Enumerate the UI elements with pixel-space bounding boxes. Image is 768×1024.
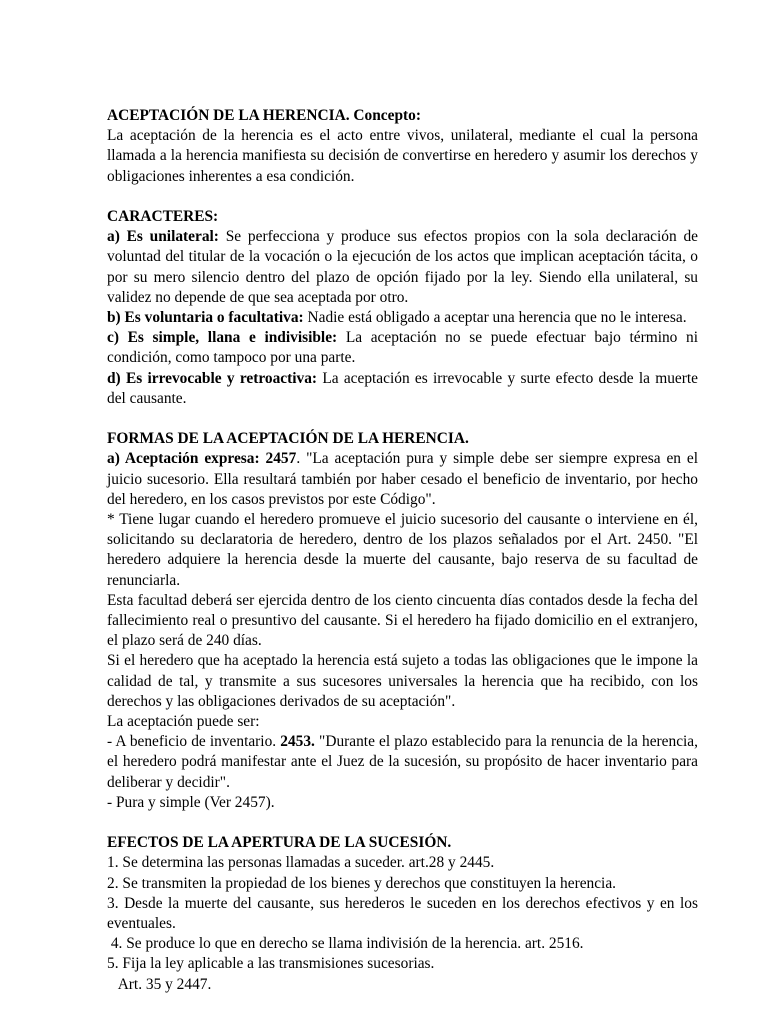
- list-item: 1. Se determina las personas llamadas a suceder. art.28 y 2445.: [107, 854, 495, 872]
- paragraph-text: Esta facultad deberá ser ejercida dentro de los ciento cincuenta días contados desde la fecha del fallecimiento real o presuntivo del causante. Si el heredero ha fijado domicilio en el extranjero, el plazo será de 240 días.: [107, 591, 698, 650]
- section-heading: EFECTOS DE LA APERTURA DE LA SUCESIÓN.: [107, 834, 452, 852]
- section-efectos: [107, 833, 698, 995]
- paragraph-text: La aceptación puede ser:: [107, 713, 260, 731]
- section-formas: [107, 429, 698, 813]
- list-item: 4. Se produce lo que en derecho se llama indivisión de la herencia. art. 2516.: [107, 935, 584, 953]
- list-item: 5. Fija la ley aplicable a las transmisiones sucesorias.: [107, 955, 435, 973]
- document-body: [107, 106, 698, 995]
- item-label: d) Es irrevocable y retroactiva:: [107, 369, 318, 387]
- paragraph-text: * Tiene lugar cuando el heredero promueve el juicio sucesorio del causante o interviene en él, solicitando su declaratoria de heredero, dentro de los plazos señalados por el Art. 2450. "El heredero adquiere la herencia desde la muerte del causante, bajo reserva de su facultad de renunciarla.: [107, 511, 698, 589]
- item-text: La aceptación es irrevocable y surte efecto desde la muerte del causante.: [107, 369, 698, 407]
- list-item: 2. Se transmiten la propiedad de los bienes y derechos que constituyen la herencia.: [107, 874, 617, 892]
- item-label: a) Aceptación expresa: 2457: [107, 450, 297, 468]
- section-heading: CARACTERES:: [107, 208, 219, 225]
- item-label: c) Es simple, llana e indivisible:: [107, 329, 338, 347]
- item-label: b) Es voluntaria o facultativa:: [107, 309, 304, 327]
- article-number: 2453.: [280, 733, 315, 751]
- paragraph-text: - A beneficio de inventario.: [107, 733, 281, 751]
- paragraph-text: "Durante el plazo establecido para la renuncia de la herencia, el heredero podrá manifestar ante el Juez de la sucesión, su propósito de hacer inventario para deliberar y decidir".: [107, 733, 698, 791]
- paragraph-text: - Pura y simple (Ver 2457).: [107, 793, 275, 811]
- item-text: . "La aceptación pura y simple debe ser siempre expresa en el juicio sucesorio. Ella resultará también por haber cesado el beneficio de inventario, por hecho del heredero, en los casos previstos por este Código".: [107, 450, 698, 508]
- item-label: a) Es unilateral:: [107, 228, 219, 246]
- section-concepto: [107, 106, 698, 187]
- list-item: Art. 35 y 2447.: [107, 975, 212, 993]
- section-caracteres: [107, 207, 698, 409]
- item-text: Se perfecciona y produce sus efectos propios con la sola declaración de voluntad del titular de la vocación o la ejecución de los actos que implican aceptación tácita, o por su mero silencio dentro del plazo de opción fijado por la ley. Siendo ella unilateral, su validez no depende de que sea aceptada por otro.: [107, 228, 698, 306]
- item-text: Nadie está obligado a aceptar una herencia que no le interesa.: [303, 309, 687, 327]
- item-text: La aceptación no se puede efectuar bajo término ni condición, como tampoco por una parte.: [107, 329, 699, 367]
- paragraph-text: La aceptación de la herencia es el acto entre vivos, unilateral, mediante el cual la persona llamada a la herencia manifiesta su decisión de convertirse en heredero y asumir los derechos y obligaciones inherentes a esa condición.: [107, 127, 698, 185]
- paragraph-text: Si el heredero que ha aceptado la herencia está sujeto a todas las obligaciones que le impone la calidad de tal, y transmite a sus sucesores universales la herencia que ha recibido, con los derechos y las obligaciones derivados de su aceptación".: [107, 652, 698, 710]
- list-item: 3. Desde la muerte del causante, sus herederos le suceden en los derechos efectivos y en los eventuales.: [107, 894, 698, 933]
- section-heading: ACEPTACIÓN DE LA HERENCIA. Concepto:: [107, 107, 421, 124]
- section-heading: FORMAS DE LA ACEPTACIÓN DE LA HERENCIA.: [107, 430, 469, 448]
